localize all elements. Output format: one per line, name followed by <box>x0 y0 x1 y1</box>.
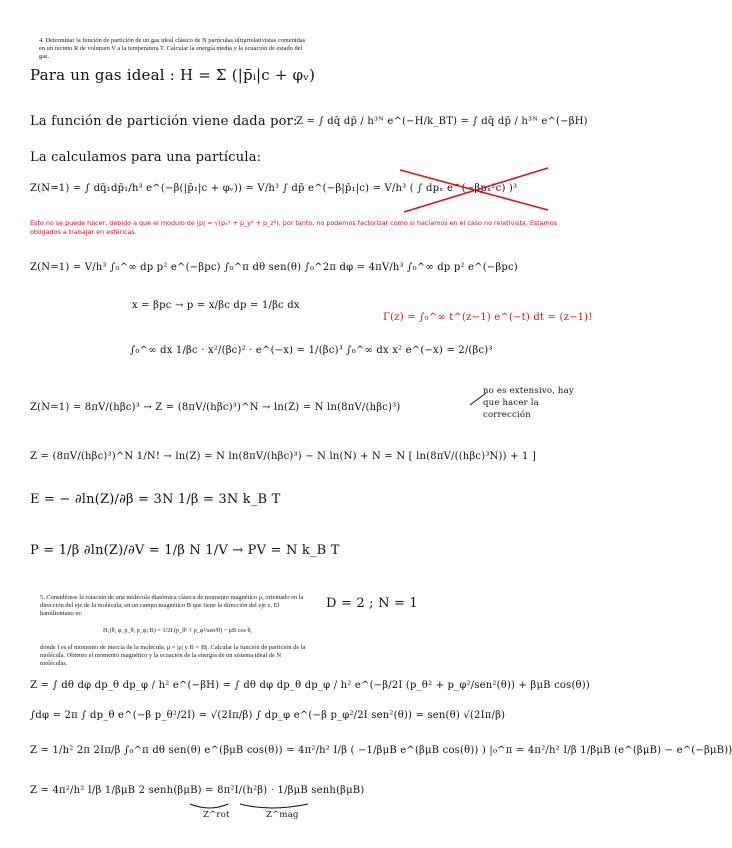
problem-5-statement: 5. Considérese la rotación de una molécula diatómica clásica de momento magnético μ, orientado en la dirección del eje de la molécula, en un campo magnético B que tiene la dirección del eje z. El hamiltoniano es: <box>40 594 304 618</box>
variable-change: x = βpc → p = x/βc dp = 1/βc dx <box>132 300 300 311</box>
mean-energy: E = − ∂ln(Z)/∂β = 3N 1/β = 3N k_B T <box>30 492 281 507</box>
spherical-integral: Z(N=1) = V/h³ ∫₀^∞ dp p² e^(−βpc) ∫₀^π dθ sen(θ) ∫₀^2π dφ = 4πV/h³ ∫₀^∞ dp p² e^(−βpc) <box>30 262 518 273</box>
final-partition-function: Z = 4π²/h² I/β 1/βμB 2 senh(βμB) = 8π²I/(h²β) · 1/βμB senh(βμB) <box>30 785 365 796</box>
ideal-gas-hamiltonian: Para un gas ideal : H = Σ (|p̄ᵢ|c + φᵥ) <box>30 66 316 84</box>
red-correction-note: Esto no se puede hacer, debido a que el modulo de |p| = √(pₓ² + p_y² + p_z²), por tanto, no podemos factorizar como si hacíamos en el caso no relativista. Estamos obligados a trabajar en esféricas. <box>30 219 558 236</box>
z-rot-label: Z^rot <box>203 810 230 820</box>
partition-function-equation: Z = ∫ dq̄ dp̄ / h³ᴺ e^(−H/k_BT) = ∫ dq̄ dp̄ / h³ᴺ e^(−βH) <box>296 116 588 127</box>
problem-4-statement: 4. Determinar la función de partición de un gas ideal clásico de N partículas ultrarrelativistas contenidas en un recinto R de volumen V a la temperatura T. Calcular la energía media y la ecuación de estado del gas. <box>39 37 306 61</box>
single-particle-attempt: Z(N=1) = ∫ dq̄₁dp̄₁/h³ e^(−β(|p̄₁|c + φᵥ)) = V/h³ ∫ dp̄ e^(−β|p̄₁|c) = V/h³ ( ∫ dpₓ e^(−βpₓ²c) )³ <box>30 183 518 194</box>
corrected-partition-function: Z = (8πV/(hβc)³)^N 1/N! → ln(Z) = N ln(8πV/(hβc)³) − N ln(N) + N = N [ ln(8πV/((hβc)³N)) + 1 ] <box>30 451 537 462</box>
dof-note: D = 2 ; N = 1 <box>326 596 418 611</box>
single-particle-heading: La calculamos para una partícula: <box>30 150 262 165</box>
x-integral: ∫₀^∞ dx 1/βc · x²/(βc)² · e^(−x) = 1/(βc)³ ∫₀^∞ dx x² e^(−x) = 2/(βc)³ <box>130 345 493 356</box>
extensivity-remark: no es extensivo, hay que hacer la corrección <box>483 386 574 420</box>
partition-function-intro: La función de partición viene dada por: <box>30 114 298 129</box>
rotational-partition-integral: Z = ∫ dθ dφ dp_θ dp_φ / h² e^(−βH) = ∫ dθ dφ dp_θ dp_φ / h² e^(−β/2I (p_θ² + p_φ²/sen²(θ)) + βμB cos(θ)) <box>30 680 590 691</box>
problem-5-hamiltonian: H₁(θ, φ, p_θ, p_φ; B) = 1/2I (p_θ² + p_φ²/sen²θ) − μB cos θ, <box>103 627 252 634</box>
theta-integral: Z = 1/h² 2π 2Iπ/β ∫₀^π dθ sen(θ) e^(βμB cos(θ)) = 4π²/h² I/β ( −1/βμB e^(βμB cos(θ)) ) |₀^π = 4π²/h² I/β 1/βμB (e^(βμB) − e^(−βμB)) <box>30 745 732 756</box>
equation-of-state: P = 1/β ∂ln(Z)/∂V = 1/β N 1/V → PV = N k_B T <box>30 543 340 558</box>
z-mag-label: Z^mag <box>266 810 299 820</box>
gamma-function-note: Γ(z) = ∫₀^∞ t^(z−1) e^(−t) dt = (z−1)! <box>383 312 593 323</box>
non-extensive-result: Z(N=1) = 8πV/(hβc)³ → Z = (8πV/(hβc)³)^N → ln(Z) = N ln(8πV/(hβc)³) <box>30 402 401 413</box>
problem-5-statement-continued: donde I es el momento de inercia de la molécula, μ = |μ| y B = |B|. Calcular la función de partición de la molécula. Obtener el momento magnético y la ecuación de la energía de un sistema ideal de N moléculas. <box>40 644 306 668</box>
momentum-integrals: ∫dφ = 2π ∫ dp_θ e^(−β p_θ²/2I) = √(2Iπ/β) ∫ dp_φ e^(−β p_φ²/2I sen²(θ)) = sen(θ) √(2Iπ/β) <box>30 710 506 721</box>
